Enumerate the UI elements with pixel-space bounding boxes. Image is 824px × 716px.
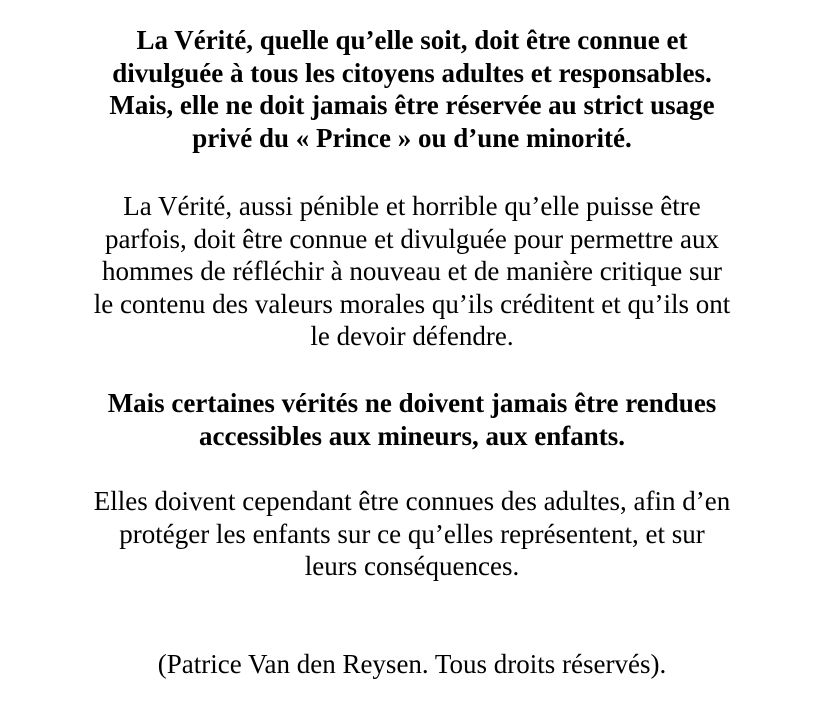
- text-line: Elles doivent cependant être connues des adultes, afin d’en: [93, 486, 731, 516]
- text-line: protéger les enfants sur ce qu’elles représentent, et sur: [119, 518, 705, 549]
- text-line: parfois, doit être connue et divulguée pour permettre aux: [104, 223, 720, 254]
- paragraph-painful-truth: [20, 190, 804, 353]
- paragraph-truth-disclosure: [20, 24, 804, 154]
- text-line: divulguée à tous les citoyens adultes et responsables.: [112, 57, 712, 88]
- text-line: accessibles aux mineurs, aux enfants.: [198, 420, 625, 451]
- text-line: privé du « Prince » ou d’une minorité.: [192, 122, 632, 153]
- text-line: hommes de réfléchir à nouveau et de manière critique sur: [102, 256, 722, 286]
- text-line: Mais certaines vérités ne doivent jamais être rendues: [107, 388, 717, 418]
- signature-line: [20, 648, 804, 681]
- text-line: le contenu des valeurs morales qu’ils créditent et qu’ils ont: [93, 288, 731, 319]
- text-line: Mais, elle ne doit jamais être réservée au strict usage: [109, 90, 715, 120]
- text-line: La Vérité, quelle qu’elle soit, doit être connue et: [136, 25, 688, 55]
- text-line: leurs conséquences.: [304, 551, 520, 581]
- text-line: le devoir défendre.: [310, 321, 514, 351]
- signature-text: (Patrice Van den Reysen. Tous droits réservés).: [157, 649, 667, 679]
- paragraph-minors-warning: [20, 387, 804, 452]
- text-line: La Vérité, aussi pénible et horrible qu’elle puisse être: [123, 191, 701, 221]
- paragraph-adults-knowledge: [20, 485, 804, 583]
